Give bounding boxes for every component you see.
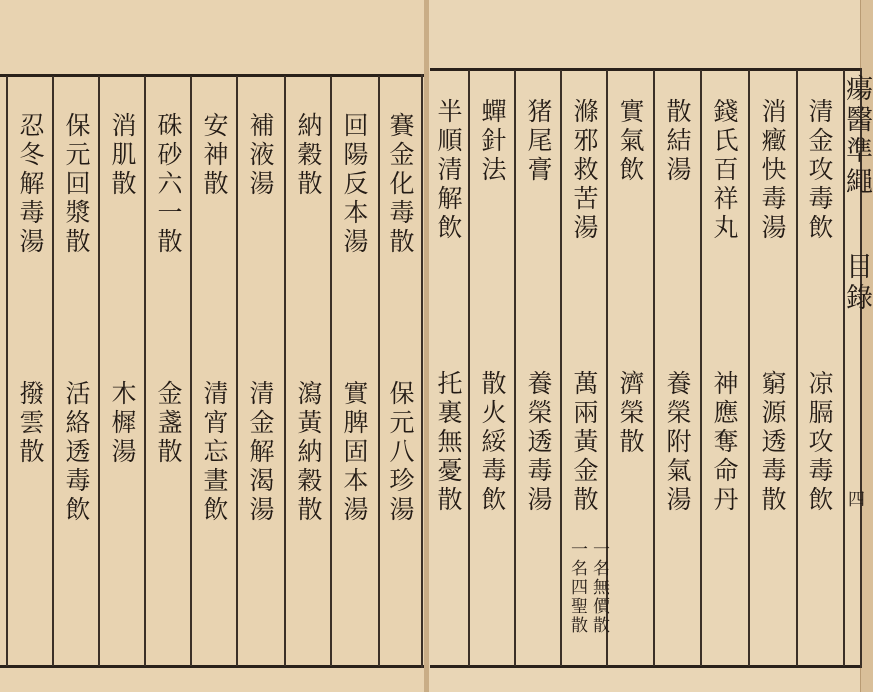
entry-bottom: 散火綏毒飲	[478, 370, 507, 515]
column-rule	[700, 70, 702, 666]
column-rule	[560, 70, 562, 666]
column-rule	[468, 70, 470, 666]
entry-bottom: 金盞散	[154, 380, 183, 467]
left-frame-edge	[421, 74, 423, 668]
left-frame-top	[0, 74, 424, 77]
column-rule	[98, 76, 100, 666]
entry-top: 補液湯	[246, 112, 275, 199]
entry-bottom: 活絡透毒飲	[62, 380, 91, 525]
column-rule	[236, 76, 238, 666]
entry-top: 安神散	[200, 112, 229, 199]
column-rule	[653, 70, 655, 666]
entry-bottom: 萬兩黃金散	[570, 370, 599, 515]
column-rule	[144, 76, 146, 666]
entry-bottom: 木樨湯	[108, 380, 137, 467]
entry-top: 猪尾膏	[524, 98, 553, 185]
entry-bottom: 保元八珍湯	[386, 380, 415, 525]
column-rule	[514, 70, 516, 666]
entry-top: 賽金化毒散	[386, 112, 415, 257]
column-rule	[52, 76, 54, 666]
left-page	[0, 0, 426, 692]
entry-top: 蟬針法	[478, 98, 507, 185]
entry-bottom: 撥雲散	[16, 380, 45, 467]
entry-bottom: 瀉黃納穀散	[294, 380, 323, 525]
entry-top: 消肌散	[108, 112, 137, 199]
section-label: 目錄	[841, 252, 872, 314]
column-rule	[378, 76, 380, 666]
page-number: 四	[844, 490, 864, 509]
entry-bottom: 神應奪命丹	[710, 370, 739, 515]
entry-top: 硃砂六一散	[154, 112, 183, 257]
entry-top: 忍冬解毒湯	[16, 112, 45, 257]
column-rule	[748, 70, 750, 666]
entry-bottom: 養榮透毒湯	[524, 370, 553, 515]
entry-top: 回陽反本湯	[340, 112, 369, 257]
entry-bottom: 實脾固本湯	[340, 380, 369, 525]
entry-top: 消癥快毒湯	[758, 98, 787, 243]
left-frame-bottom	[0, 665, 424, 668]
entry-top: 保元回漿散	[62, 112, 91, 257]
entry-top: 實氣飲	[616, 98, 645, 185]
entry-top: 納穀散	[294, 112, 323, 199]
column-rule	[330, 76, 332, 666]
column-rule	[796, 70, 798, 666]
book-title: 瘍醫準繩	[841, 74, 872, 198]
entry-bottom: 濟榮散	[616, 370, 645, 457]
entry-top: 滌邪救苦湯	[570, 98, 599, 243]
entry-top: 半順清解飲	[434, 98, 463, 243]
entry-note: 一名四聖散	[567, 540, 587, 635]
entry-bottom: 窮源透毒散	[758, 370, 787, 515]
column-rule	[190, 76, 192, 666]
column-rule	[284, 76, 286, 666]
entry-bottom: 凉膈攻毒飲	[805, 370, 834, 515]
entry-bottom: 托裏無憂散	[434, 370, 463, 515]
entry-note: 一名無價散	[589, 540, 609, 635]
entry-top: 清金攻毒飲	[805, 98, 834, 243]
entry-top: 錢氏百祥丸	[710, 98, 739, 243]
entry-top: 散結湯	[663, 98, 692, 185]
entry-bottom: 清金解渴湯	[246, 380, 275, 525]
book-gutter	[424, 0, 429, 692]
column-rule	[6, 76, 8, 666]
entry-bottom: 養榮附氣湯	[663, 370, 692, 515]
entry-bottom: 清宵忘晝飲	[200, 380, 229, 525]
